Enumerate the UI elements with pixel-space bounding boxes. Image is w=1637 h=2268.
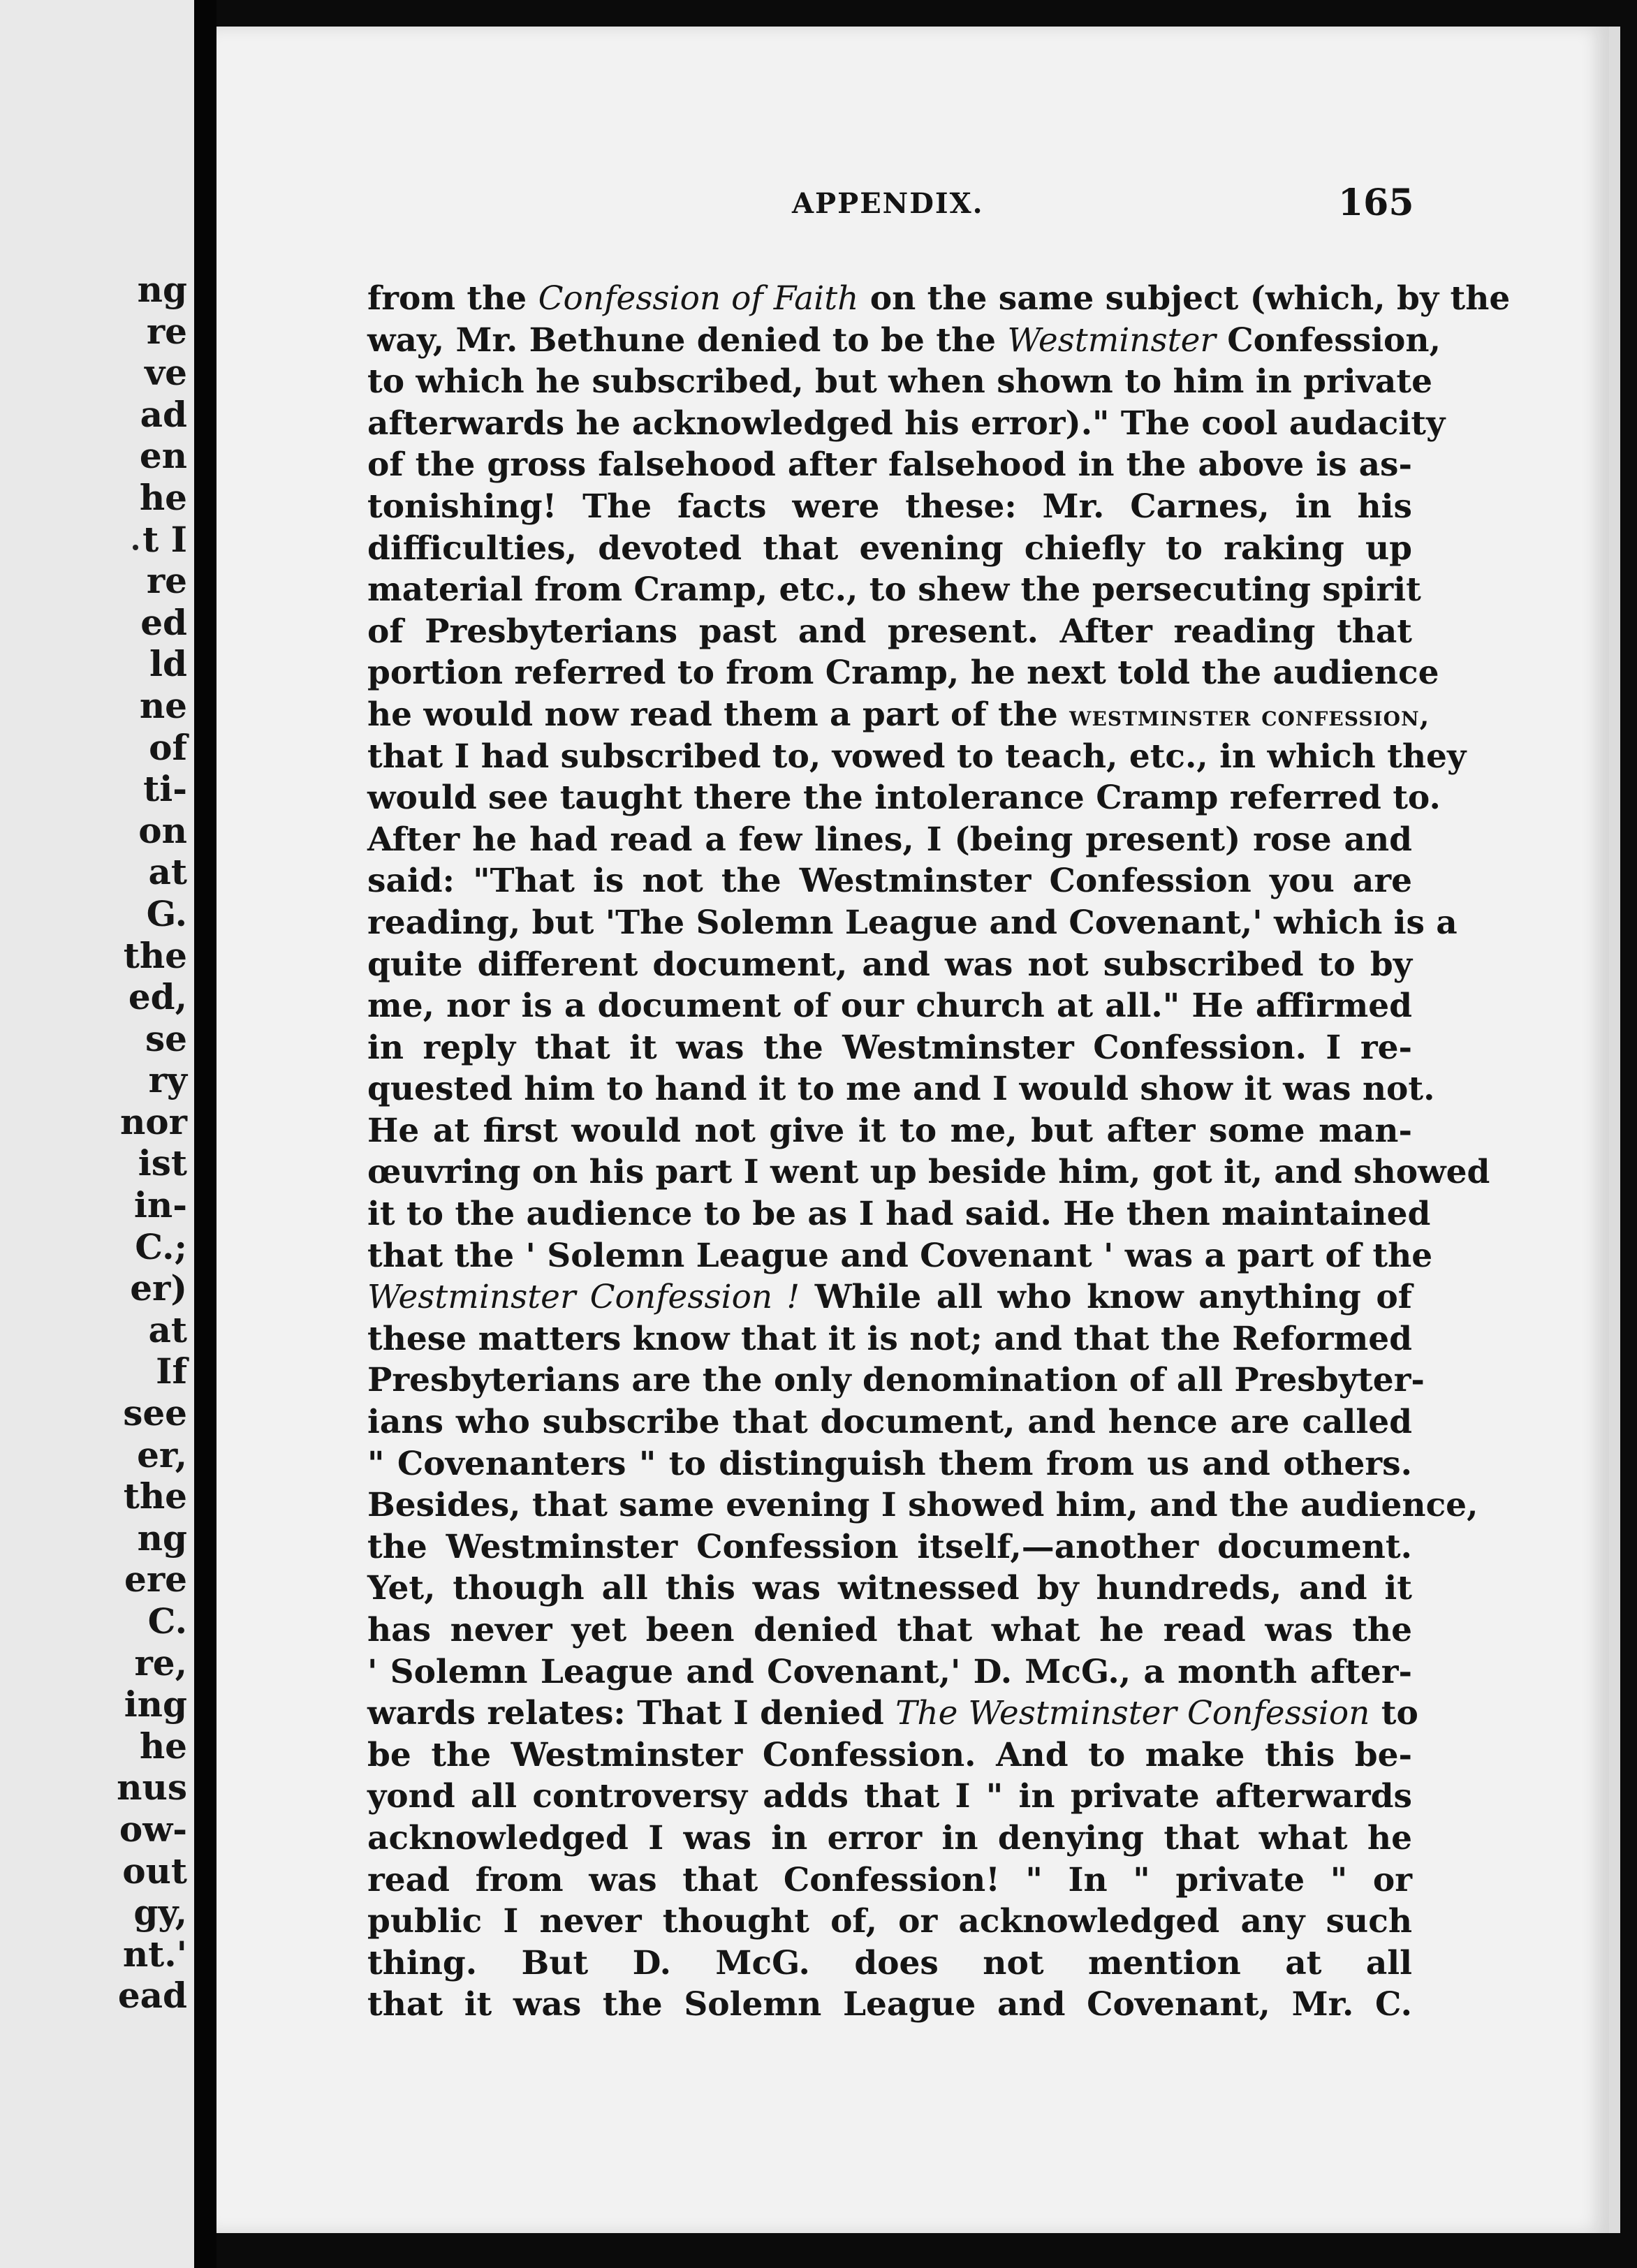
text-run: portion referred to from Cramp, he next told the audience bbox=[367, 654, 1439, 693]
facing-page-fragment: re bbox=[146, 560, 187, 602]
facing-page-fragment: ed bbox=[140, 601, 187, 643]
page-speck bbox=[133, 545, 138, 550]
text-run: of the gross falsehood after falsehood in the above is as- bbox=[367, 446, 1412, 485]
facing-page-fragment: ow- bbox=[119, 1808, 187, 1850]
text-line bbox=[367, 1651, 1412, 1693]
text-line bbox=[367, 777, 1441, 819]
facing-page-fragment: nt.' bbox=[122, 1933, 187, 1975]
book-gutter bbox=[194, 0, 216, 2268]
text-run: read from was that Confession! " In " private " or bbox=[367, 1860, 1412, 1899]
text-run: he would now read them a part of the bbox=[367, 695, 1070, 734]
facing-page-fragment: out bbox=[122, 1850, 187, 1892]
text-line bbox=[367, 944, 1412, 986]
facing-page-fragment: re, bbox=[134, 1642, 187, 1684]
italic-run: Confession of Faith bbox=[538, 279, 859, 318]
text-run: yond all controversy adds that I " in private afterwards bbox=[367, 1777, 1412, 1816]
text-run: ians who subscribe that document, and hence are called bbox=[367, 1403, 1412, 1442]
facing-page-fragment: ti- bbox=[143, 768, 187, 810]
facing-page-fragment: er) bbox=[130, 1267, 187, 1309]
facing-page-text-fragments bbox=[117, 269, 187, 2017]
small-caps-run: westminster confession, bbox=[1069, 699, 1430, 732]
text-line bbox=[367, 403, 1446, 445]
facing-page-fragment: ist bbox=[138, 1142, 187, 1184]
text-run: He at first would not give it to me, but after some man- bbox=[367, 1111, 1412, 1150]
text-run: difficulties, devoted that evening chiefly to raking up bbox=[367, 529, 1412, 568]
text-line bbox=[367, 1318, 1412, 1360]
facing-page-fragment: re bbox=[146, 310, 187, 352]
italic-run: Westminster Confession ! bbox=[367, 1278, 800, 1317]
facing-page-fragment: ere bbox=[124, 1559, 187, 1600]
text-line bbox=[367, 320, 1441, 362]
italic-run: Westminster bbox=[1007, 321, 1216, 360]
text-run: way, Mr. Bethune denied to be the bbox=[367, 321, 1008, 360]
facing-page-fragment: in- bbox=[133, 1184, 187, 1226]
text-run: quite different document, and was not subscribed to by bbox=[367, 945, 1412, 984]
text-line bbox=[367, 1027, 1412, 1069]
text-run: Yet, though all this was witnessed by hundreds, and it bbox=[367, 1569, 1412, 1608]
facing-page-fragment: nus bbox=[117, 1767, 187, 1809]
facing-page-fragment: at bbox=[148, 1309, 187, 1350]
body-text bbox=[367, 278, 1511, 2026]
running-head: APPENDIX. bbox=[792, 187, 984, 220]
facing-page-fragment: gy, bbox=[133, 1892, 187, 1934]
text-line bbox=[367, 694, 1430, 736]
italic-run: The Westminster Confession bbox=[895, 1694, 1370, 1733]
text-run: the Westminster Confession itself,—another document. bbox=[367, 1527, 1412, 1566]
text-run: it to the audience to be as I had said. He then maintained bbox=[367, 1195, 1431, 1234]
text-run: that I had subscribed to, vowed to teach, etc., in which they bbox=[367, 737, 1467, 776]
facing-page-fragment: the bbox=[123, 934, 187, 976]
text-run: " Covenanters " to distinguish them from us and others. bbox=[367, 1444, 1412, 1483]
text-line bbox=[367, 611, 1412, 653]
facing-page-fragment: C.; bbox=[135, 1225, 187, 1267]
text-line bbox=[367, 1818, 1412, 1860]
text-line bbox=[367, 1193, 1431, 1235]
text-run: After he had read a few lines, I (being present) rose and bbox=[367, 820, 1412, 859]
text-line bbox=[367, 860, 1412, 902]
text-line bbox=[367, 1276, 1412, 1318]
text-run: these matters know that it is not; and that the Reformed bbox=[367, 1319, 1412, 1358]
text-line bbox=[367, 1610, 1412, 1651]
facing-page-fragment: er, bbox=[137, 1434, 187, 1475]
text-run: from the bbox=[367, 279, 538, 318]
text-line bbox=[367, 902, 1458, 944]
facing-page-fragment: ng bbox=[137, 269, 187, 310]
text-run: be the Westminster Confession. And to make this be- bbox=[367, 1735, 1412, 1774]
text-run: While all who know anything of bbox=[800, 1278, 1412, 1317]
facing-page-fragment: ld bbox=[149, 643, 187, 685]
text-run: that it was the Solemn League and Covenant, Mr. C. bbox=[367, 1985, 1412, 2024]
facing-page-fragment: C. bbox=[147, 1600, 187, 1642]
text-run: material from Cramp, etc., to shew the persecuting spirit bbox=[367, 570, 1421, 610]
text-run: ' Solemn League and Covenant,' D. McG., a month after- bbox=[367, 1652, 1412, 1691]
text-run: in reply that it was the Westminster Confession. I re- bbox=[367, 1028, 1412, 1067]
facing-page-fragment: ry bbox=[148, 1059, 187, 1101]
facing-page-fragment: at bbox=[148, 851, 187, 893]
text-line bbox=[367, 444, 1412, 486]
text-line bbox=[367, 1110, 1412, 1152]
text-run: tonishing! The facts were these: Mr. Carnes, in his bbox=[367, 487, 1412, 526]
facing-page-fragment: the bbox=[123, 1475, 187, 1517]
facing-page-fragment: t I bbox=[142, 518, 187, 560]
facing-page-left bbox=[0, 0, 194, 2268]
text-line bbox=[367, 652, 1439, 694]
page-edge bbox=[1609, 27, 1620, 2233]
text-run: œuvring on his part I went up beside him, got it, and showed bbox=[367, 1153, 1490, 1192]
facing-page-fragment: If bbox=[156, 1350, 187, 1392]
text-run: that the ' Solemn League and Covenant ' was a part of the bbox=[367, 1236, 1433, 1275]
text-run: would see taught there the intolerance Cramp referred to. bbox=[367, 779, 1441, 818]
text-run: to bbox=[1370, 1694, 1418, 1733]
text-line bbox=[367, 569, 1421, 611]
text-line bbox=[367, 1360, 1425, 1401]
text-line bbox=[367, 985, 1412, 1027]
text-run: on the same subject (which, by the bbox=[858, 279, 1511, 318]
text-line bbox=[367, 1485, 1478, 1526]
book-page bbox=[216, 27, 1609, 2233]
text-run: thing. But D. McG. does not mention at all bbox=[367, 1943, 1412, 1982]
text-run: quested him to hand it to me and I would show it was not. bbox=[367, 1070, 1435, 1109]
text-line bbox=[367, 736, 1467, 778]
facing-page-fragment: ng bbox=[137, 1517, 187, 1559]
facing-page-fragment: he bbox=[139, 476, 187, 518]
text-line bbox=[367, 528, 1412, 570]
text-run: to which he subscribed, but when shown to him in private bbox=[367, 362, 1432, 402]
facing-page-fragment: he bbox=[139, 1725, 187, 1767]
text-line bbox=[367, 1151, 1490, 1193]
text-line bbox=[367, 278, 1511, 320]
text-line bbox=[367, 361, 1432, 403]
facing-page-fragment: nor bbox=[119, 1100, 187, 1142]
text-run: me, nor is a document of our church at all." He affirmed bbox=[367, 987, 1412, 1026]
text-run: wards relates: That I denied bbox=[367, 1694, 896, 1733]
facing-page-fragment: of bbox=[149, 726, 187, 768]
text-line bbox=[367, 819, 1412, 861]
text-line bbox=[367, 1693, 1418, 1735]
facing-page-fragment: ne bbox=[139, 684, 187, 726]
facing-page-fragment: G. bbox=[146, 892, 187, 934]
facing-page-fragment: ead bbox=[117, 1975, 187, 2017]
text-line bbox=[367, 1568, 1412, 1610]
text-line bbox=[367, 1860, 1412, 1901]
text-line bbox=[367, 1776, 1412, 1818]
text-line bbox=[367, 1235, 1433, 1277]
facing-page-fragment: ve bbox=[145, 352, 187, 394]
text-line bbox=[367, 1401, 1412, 1443]
text-run: afterwards he acknowledged his error)." The cool audacity bbox=[367, 404, 1446, 443]
text-line bbox=[367, 1443, 1412, 1485]
facing-page-fragment: ing bbox=[124, 1684, 187, 1725]
facing-page-fragment: see bbox=[123, 1392, 187, 1434]
text-run: public I never thought of, or acknowledged any such bbox=[367, 1902, 1412, 1941]
text-run: acknowledged I was in error in denying that what he bbox=[367, 1818, 1412, 1857]
text-line bbox=[367, 486, 1412, 528]
text-line bbox=[367, 1526, 1412, 1568]
text-run: of Presbyterians past and present. After reading that bbox=[367, 612, 1412, 651]
text-run: said: "That is not the Westminster Confession you are bbox=[367, 862, 1412, 901]
page-number: 165 bbox=[1338, 182, 1414, 224]
text-run: reading, but 'The Solemn League and Covenant,' which is a bbox=[367, 903, 1458, 942]
text-run: Besides, that same evening I showed him, and the audience, bbox=[367, 1486, 1478, 1525]
text-run: Presbyterians are the only denomination of all Presbyter- bbox=[367, 1361, 1425, 1400]
text-line bbox=[367, 1984, 1412, 2026]
facing-page-fragment: on bbox=[138, 809, 187, 851]
text-run: Confession, bbox=[1215, 321, 1441, 360]
text-line bbox=[367, 1068, 1435, 1110]
text-line bbox=[367, 1901, 1412, 1943]
facing-page-fragment: ad bbox=[140, 393, 187, 435]
text-run: has never yet been denied that what he read was the bbox=[367, 1611, 1412, 1649]
facing-page-fragment: se bbox=[145, 1017, 187, 1059]
text-line bbox=[367, 1943, 1412, 1984]
facing-page-fragment: ed, bbox=[128, 976, 187, 1018]
text-line bbox=[367, 1735, 1412, 1776]
facing-page-fragment: en bbox=[139, 435, 187, 477]
